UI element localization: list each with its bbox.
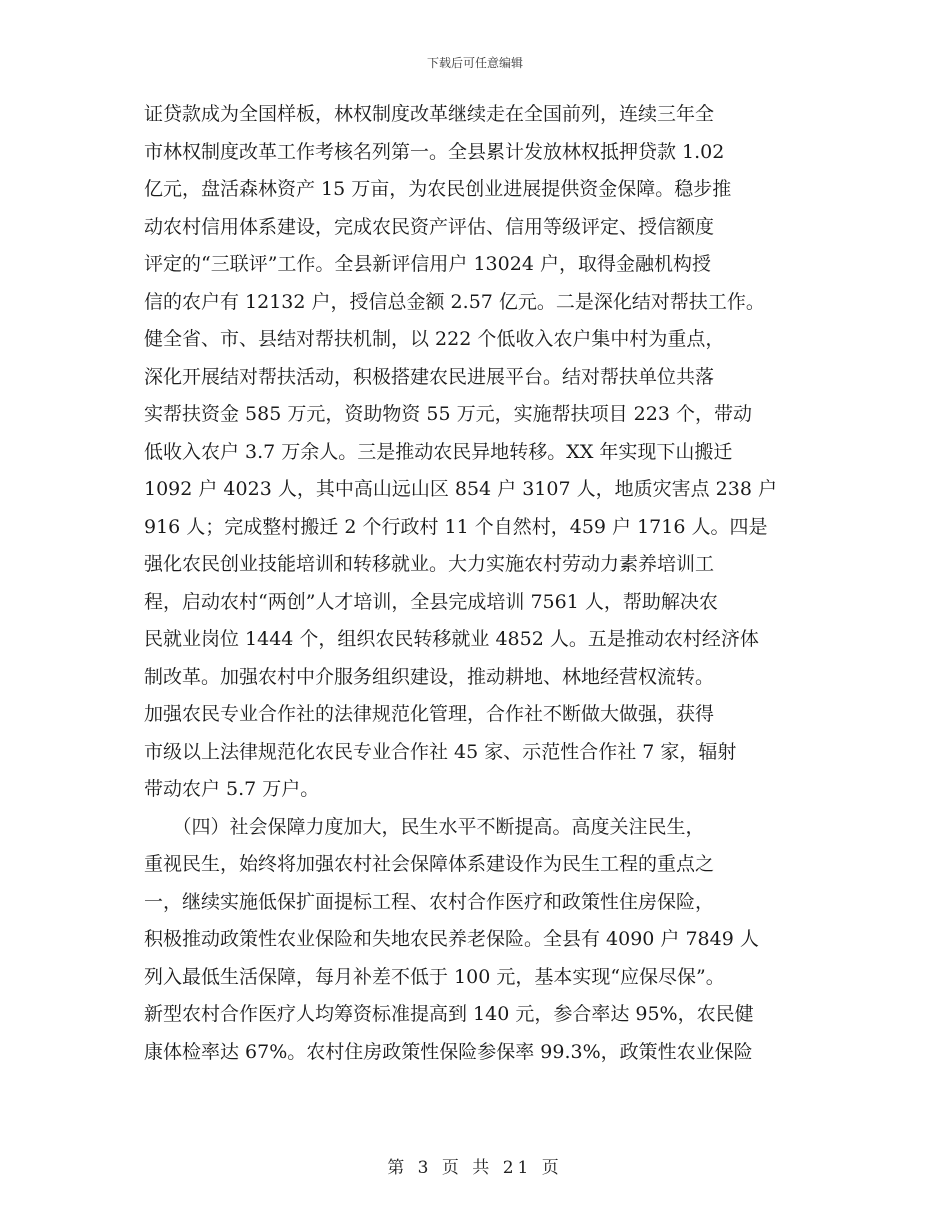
text-line: 强化农民创业技能培训和转移就业。大力实施农村劳动力素养培训工 [144, 553, 715, 575]
text-line: 制改革。加强农村中介服务组织建设，推动耕地、林地经营权流转。 [144, 665, 715, 688]
page-number-footer: 第 3 页 共 21 页 [387, 1158, 563, 1178]
text-line: 重视民生，始终将加强农村社会保障体系建设作为民生工程的重点之 [144, 853, 715, 875]
text-line: 列入最低生活保障，每月补差不低于 100 元，基本实现“应保尽保”。 [144, 965, 725, 988]
text-line: 市林权制度改革工作考核名列第一。全县累计发放林权抵押贷款 1.02 [144, 140, 725, 163]
text-line: 深化开展结对帮扶活动，积极搭建农民进展平台。结对帮扶单位共落 [144, 365, 715, 388]
text-line: 带动农户 5.7 万户。 [144, 778, 320, 800]
text-line: 评定的“三联评”工作。全县新评信用户 13024 户，取得金融机构授 [144, 253, 711, 275]
page-header: 下载后可任意编辑 [426, 56, 523, 70]
text-line: 积极推动政策性农业保险和失地农民养老保险。全县有 4090 户 7849 人 [144, 928, 759, 950]
text-line: 动农村信用体系建设，完成农民资产评估、信用等级评定、授信额度 [144, 215, 715, 238]
text-line: （四）社会保障力度加大，民生水平不断提高。高度关注民生， [144, 815, 705, 838]
text-line: 市级以上法律规范化农民专业合作社 45 家、示范性合作社 7 家，辐射 [144, 740, 737, 763]
text-line: 健全省、市、县结对帮扶机制，以 222 个低收入农户集中村为重点， [144, 328, 725, 350]
text-line: 低收入农户 3.7 万余人。三是推动农民异地转移。XX 年实现下山搬迁 [144, 440, 733, 463]
text-line: 证贷款成为全国样板，林权制度改革继续走在全国前列，连续三年全 [144, 103, 715, 125]
text-line: 民就业岗位 1444 个，组织农民转移就业 4852 人。五是推动农村经济体 [144, 628, 759, 650]
text-line: 一，继续实施低保扩面提标工程、农村合作医疗和政策性住房保险， [144, 890, 715, 913]
document-body [144, 96, 810, 1071]
text-line: 程，启动农村“两创”人才培训，全县完成培训 7561 人，帮助解决农 [144, 590, 718, 613]
text-line: 实帮扶资金 585 万元，资助物资 55 万元，实施帮扶项目 223 个，带动 [144, 403, 752, 425]
text-line: 亿元，盘活森林资产 15 万亩，为农民创业进展提供资金保障。稳步推 [144, 178, 732, 200]
text-line: 916 人；完成整村搬迁 2 个行政村 11 个自然村，459 户 1716 人。四是 [144, 515, 768, 538]
text-line: 1092 户 4023 人，其中高山远山区 854 户 3107 人，地质灾害点 238 户 [144, 478, 777, 500]
text-line: 加强农民专业合作社的法律规范化管理，合作社不断做大做强，获得 [144, 703, 715, 725]
text-line: 康体检率达 67%。农村住房政策性保险参保率 99.3%，政策性农业保险 [144, 1040, 753, 1063]
text-line: 信的农户有 12132 户，授信总金额 2.57 亿元。二是深化结对帮扶工作。 [144, 290, 765, 313]
text-line: 新型农村合作医疗人均筹资标准提高到 140 元，参合率达 95%，农民健 [144, 1003, 754, 1025]
